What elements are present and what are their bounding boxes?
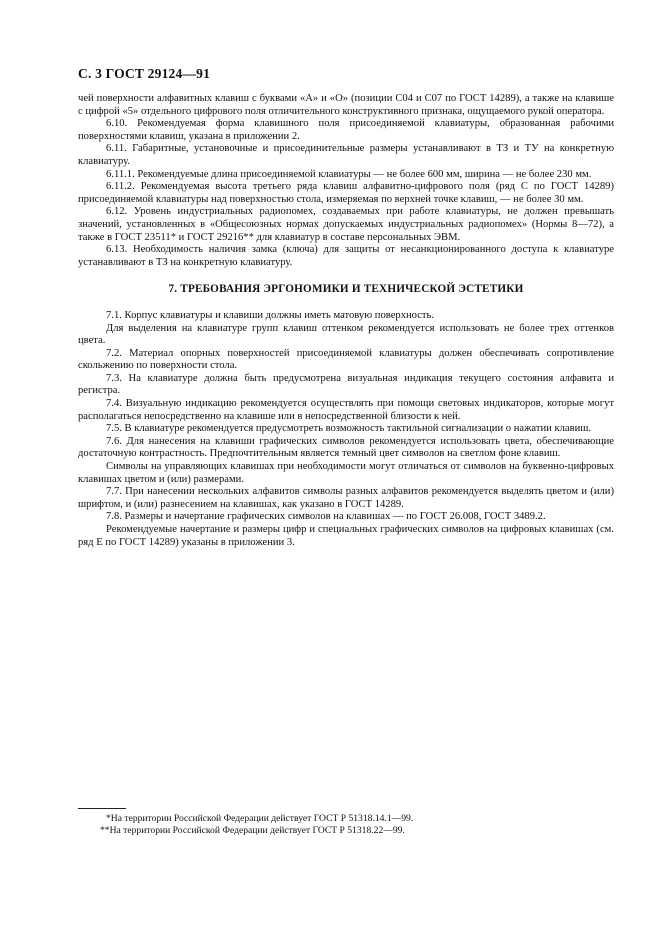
paragraph: 7.2. Материал опорных поверхностей присоединяемой клавиатуры должен обеспечивать сопротивление скольжению по поверхности стола. — [78, 347, 614, 372]
paragraph: 6.10. Рекомендуемая форма клавишного поля присоединяемой клавиатуры, образованная рабочими поверхностями клавиш, указана в приложении 2. — [78, 118, 614, 142]
paragraph: 7.1. Корпус клавиатуры и клавиши должны иметь матовую поверхность. — [106, 309, 435, 321]
page-header: С. 3 ГОСТ 29124—91 — [78, 66, 211, 81]
paragraph: Символы на управляющих клавишах при необходимости могут отличаться от символов на буквенно-цифровых клавишах цветом и (или) размерами. — [78, 461, 614, 485]
footnotes — [78, 808, 614, 836]
paragraph: 7.6. Для нанесения на клавиши графических символов рекомендуется использовать цвета, обеспечивающие достаточную контрастность. Предпочтительным является темный цвет символов на светлом фоне клавиш. — [78, 435, 614, 460]
paragraph: 7.4. Визуальную индикацию рекомендуется осуществлять при помощи световых индикаторов, которые могут располагаться непосредственно на клавише или в непосредственной близости к ней. — [78, 398, 614, 422]
footnote-divider — [78, 808, 126, 809]
paragraph: Для выделения на клавиатуре групп клавиш оттенком рекомендуется использовать не более трех оттенков цвета. — [78, 322, 614, 347]
paragraph: 6.11.2. Рекомендуемая высота третьего ряда клавиш алфавитно-цифрового поля (ряд С по ГОСТ 14289) присоединяемой клавиатуры над поверхностью стола, измеряемая по верхней точке клавиш, — не более 30 мм. — [78, 181, 614, 205]
footnote: *На территории Российской Федерации действует ГОСТ Р 51318.14.1—99. — [106, 813, 414, 824]
paragraph: 6.11. Габаритные, установочные и присоединительные размеры устанавливают в ТЗ и ТУ на конкретную клавиатуру. — [78, 143, 614, 167]
footnote: **На территории Российской Федерации действует ГОСТ Р 51318.22—99. — [100, 824, 405, 836]
paragraph: 7.3. На клавиатуре должна быть предусмотрена визуальная индикация текущего состояния алфавита и регистра. — [78, 372, 614, 397]
paragraph: чей поверхности алфавитных клавиш с буквами «А» и «О» (позиции С04 и С07 по ГОСТ 14289), а также на клавише с цифрой «5» отдельного цифрового поля отличительного конструктивного признака, ощущаемого рукой оператора. — [78, 93, 614, 117]
section-title: 7. ТРЕБОВАНИЯ ЭРГОНОМИКИ И ТЕХНИЧЕСКОЙ ЭСТЕТИКИ — [168, 283, 524, 296]
paragraph: 6.11.1. Рекомендуемые длина присоединяемой клавиатуры — не более 600 мм, ширина — не более 230 мм. — [106, 168, 592, 180]
body-text — [78, 93, 614, 549]
paragraph: 7.7. При нанесении нескольких алфавитов символы разных алфавитов рекомендуется выделять цветом и (или) шрифтом, и (или) разнесением на клавишах, как указано в ГОСТ 14289. — [78, 486, 614, 510]
paragraph: Рекомендуемые начертание и размеры цифр и специальных графических символов на цифровых клавишах (см. ряд Е по ГОСТ 14289) указаны в приложении 3. — [78, 524, 614, 548]
paragraph: 6.13. Необходимость наличия замка (ключа) для защиты от несанкционированного доступа к клавиатуре устанавливают в ТЗ на конкретную клавиатуру. — [78, 244, 614, 268]
paragraph: 6.12. Уровень индустриальных радиопомех, создаваемых при работе клавиатуры, не должен превышать значений, установленных в «Общесоюзных нормах допускаемых индустриальных радиопомех» (Нормы 8—72), а также в ГОСТ 23511* и ГОСТ 29216** для клавиатур в составе персональных ЭВМ. — [78, 206, 614, 243]
paragraph: 7.5. В клавиатуре рекомендуется предусмотреть возможность тактильной сигнализации о нажатии клавиш. — [106, 423, 592, 435]
paragraph: 7.8. Размеры и начертание графических символов на клавишах — по ГОСТ 26.008, ГОСТ 3489.2. — [106, 511, 546, 523]
